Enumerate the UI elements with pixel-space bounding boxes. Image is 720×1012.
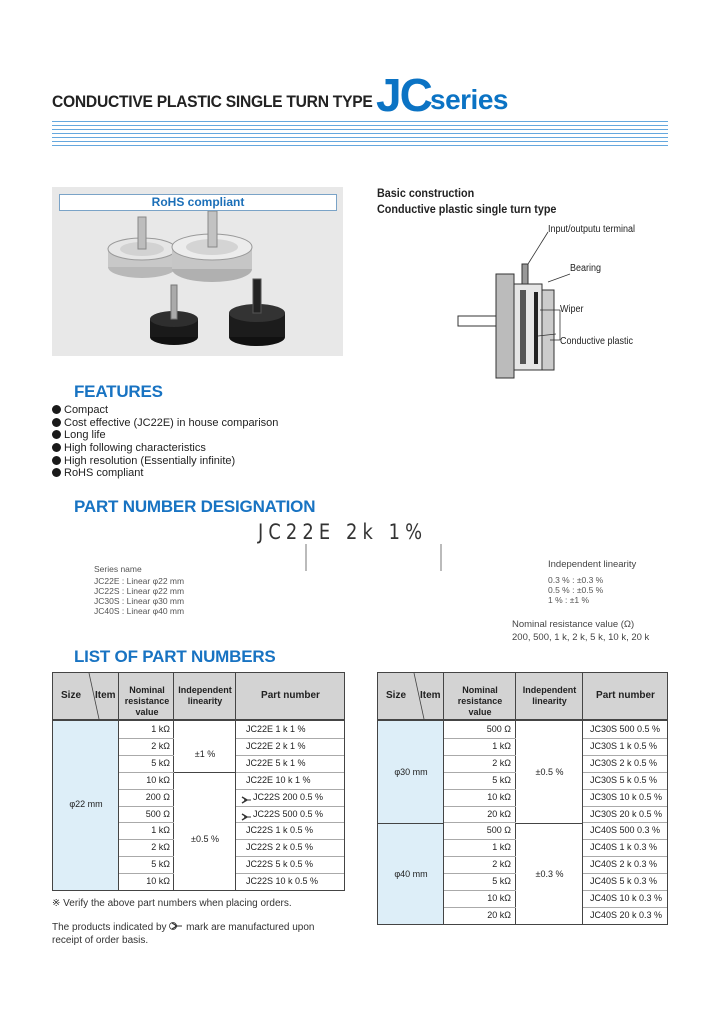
page-title: CONDUCTIVE PLASTIC SINGLE TURN TYPE [52,92,373,111]
part-number-cell: JC40S 5 k 0.3 % [590,876,658,887]
resistance-cell: 1 kΩ [151,724,170,734]
part-number-cell: JC22E 10 k 1 % [246,774,311,785]
part-number-cell: JC22E 2 k 1 % [246,740,306,751]
resistance-cell: 5 kΩ [151,757,170,768]
resistance-cell: 5 kΩ [492,774,511,785]
size-cell: φ30 mm [394,767,428,777]
part-number-cell: JC22E 1 k 1 % [246,724,306,734]
rohs-badge: RoHS compliant [59,194,337,211]
linearity-list [548,575,603,605]
size-cell: φ40 mm [394,869,428,879]
features-title: FEATURES [74,382,163,401]
resistance-cell: 500 Ω [486,825,511,836]
list-item: 0.5 % : ±0.5 % [548,585,604,595]
list-item: High following characteristics [52,442,278,455]
header-item: Item [95,690,116,701]
resistance-cell: 2 kΩ [151,842,170,853]
construction-subheading: Conductive plastic single turn type [377,202,557,216]
order-basis-note: The products indicated by mark are manufactured upon receipt of order basis. [52,922,315,946]
resistance-cell: 5 kΩ [151,859,170,870]
label-conductive-plastic: Conductive plastic [560,336,634,347]
order-mark-icon [240,809,252,819]
part-number-cell: JC40S 10 k 0.3 % [590,893,663,903]
linearity-title: Independent linearity [548,559,637,570]
construction-heading: Basic construction [377,186,475,200]
header-item: Item [420,690,441,701]
resistance-cell: 20 kΩ [487,808,511,819]
list-item: JC22S : Linear φ22 mm [94,586,185,596]
header-nominal: Nominal resistance value [457,685,503,717]
list-item: Cost effective (JC22E) in house comparison [52,417,278,430]
linearity-cell: ±0.3 % [535,869,564,879]
resistance-cell: 500 Ω [486,724,511,734]
size-cell: φ22 mm [69,799,103,809]
header-part-number: Part number [596,690,655,701]
list-item: Long life [52,429,278,442]
list-item: JC40S : Linear φ40 mm [94,606,185,616]
part-number-cell: JC40S 2 k 0.3 % [590,859,658,870]
list-item: Compact [52,404,278,417]
part-number-cell: JC22S 1 k 0.5 % [246,825,314,836]
list-item: JC22E : Linear φ22 mm [94,576,185,586]
list-item: High resolution (Essentially infinite) [52,455,278,468]
list-item: 0.3 % : ±0.3 % [548,575,604,585]
part-number-cell: JC30S 20 k 0.5 % [590,808,663,819]
resistance-title: Nominal resistance value (Ω) [512,619,635,630]
label-bearing: Bearing [570,263,602,274]
list-item: JC30S : Linear φ30 mm [94,596,185,606]
part-number-cell: JC22S 5 k 0.5 % [246,859,314,870]
part-number-cell: JC22S 200 0.5 % [253,791,324,802]
right-table-body [377,720,668,925]
resistance-cell: 1 kΩ [492,842,511,853]
verify-note: ※ Verify the above part numbers when placing orders. [52,898,292,909]
resistance-cell: 10 kΩ [146,876,170,887]
series-name-list [94,576,184,616]
resistance-cell: 500 Ω [145,808,170,819]
resistance-cell: 2 kΩ [492,859,511,870]
right-table-header [377,672,668,720]
resistance-cell: 10 kΩ [146,774,170,785]
label-wiper: Wiper [560,304,584,315]
part-number-cell: JC30S 5 k 0.5 % [590,774,658,785]
header-part-number: Part number [261,690,320,701]
part-number-cell: JC22S 10 k 0.5 % [246,876,319,887]
list-item: RoHS compliant [52,467,278,480]
part-number-cell: JC30S 1 k 0.5 % [590,740,658,751]
designation-title: PART NUMBER DESIGNATION [74,497,316,516]
series-logo-prefix: JC [376,69,431,121]
label-terminal: Input/outputu terminal [548,224,636,235]
series-name-title: Series name [94,564,142,574]
list-title: LIST OF PART NUMBERS [74,647,276,666]
resistance-cell: 200 Ω [145,791,170,802]
header-linearity: Independent linearity [178,685,232,706]
left-table-header [52,672,345,720]
part-number-cell: JC22S 2 k 0.5 % [246,842,314,853]
series-logo-suffix: series [430,84,508,115]
list-item: 1 % : ±1 % [548,595,590,605]
resistance-cell: 1 kΩ [492,740,511,751]
linearity-cell: ±0.5 % [191,834,219,844]
header-nominal: Nominal resistance value [124,685,170,717]
part-number-cell: JC30S 2 k 0.5 % [590,757,658,768]
resistance-cell: 5 kΩ [492,876,511,887]
resistance-cell: 2 kΩ [151,740,170,751]
part-number-cell: JC22E 5 k 1 % [246,757,306,768]
part-number-cell: JC40S 20 k 0.3 % [590,909,663,920]
resistance-cell: 20 kΩ [487,909,511,920]
part-number-cell: JC22S 500 0.5 % [253,808,324,819]
left-table-body [52,720,345,891]
header-size: Size [61,690,82,701]
resistance-cell: 1 kΩ [151,825,170,836]
resistance-cell: 10 kΩ [487,791,511,802]
resistance-values: 200, 500, 1 k, 2 k, 5 k, 10 k, 20 k [512,632,650,643]
order-mark-icon [240,792,252,802]
header-size: Size [386,690,407,701]
part-number-cell: JC30S 10 k 0.5 % [590,791,663,802]
resistance-cell: 10 kΩ [487,893,511,903]
linearity-cell: ±0.5 % [535,767,564,777]
part-number-cell: JC30S 500 0.5 % [590,724,661,734]
part-number-cell: JC40S 500 0.3 % [590,825,661,836]
order-mark-icon [169,921,183,931]
part-number-cell: JC40S 1 k 0.3 % [590,842,658,853]
linearity-cell: ±1 % [194,749,216,759]
part-number-example: JC22E 2k 1% [258,520,428,544]
resistance-cell: 2 kΩ [492,757,511,768]
header-linearity: Independent linearity [522,685,577,706]
